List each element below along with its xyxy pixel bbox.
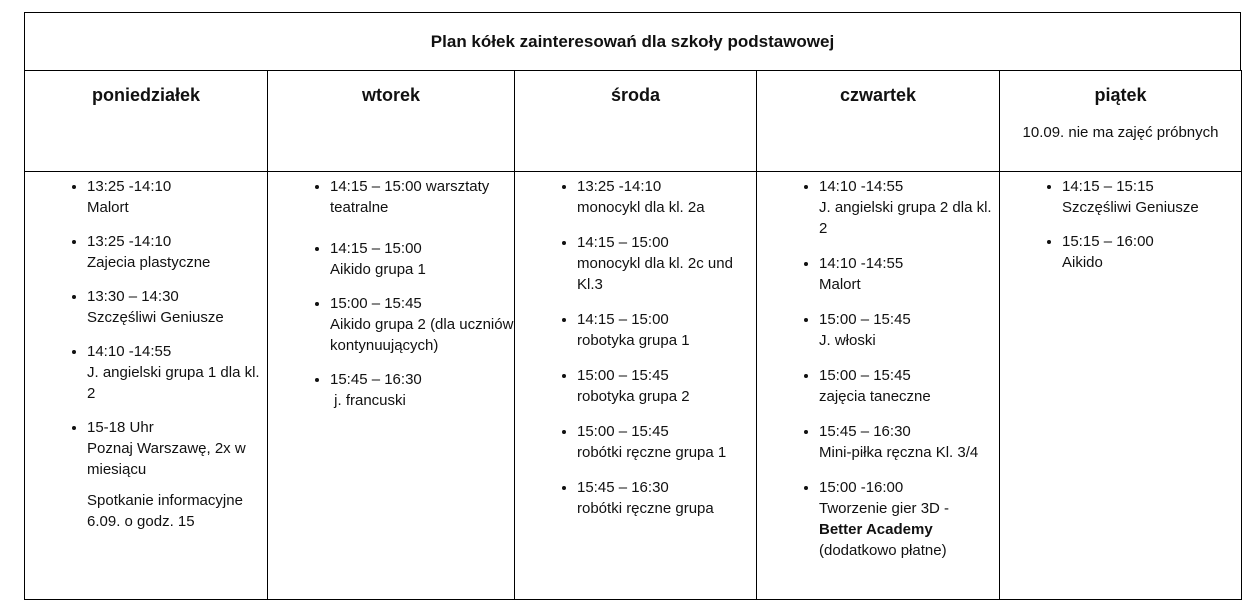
list-item: [1062, 176, 1241, 218]
activity-desc: Szczęśliwi Geniusze: [87, 309, 224, 326]
provider-name: Better Academy: [819, 521, 933, 538]
activity-time: • 14:10 -14:55: [819, 255, 904, 272]
activity-time: • 13:25 -14:10: [87, 233, 172, 250]
activity-time: • 14:15 – 15:15: [1062, 178, 1154, 195]
day-header-row: [25, 71, 1242, 172]
day-note: 10.09. nie ma zajęć próbnych: [1022, 124, 1219, 141]
activity-desc: Aikido: [1062, 254, 1103, 271]
list-item: [87, 176, 267, 218]
activity-desc: Aikido grupa 2 (dla uczniów kontynuujących): [330, 316, 514, 354]
activity-time: • 15:00 – 15:45: [819, 311, 911, 328]
activity-desc: Malort: [87, 199, 129, 216]
day-header-friday: [1000, 71, 1242, 172]
list-item: [577, 365, 756, 407]
list-item: [330, 176, 514, 218]
activities-monday: [25, 172, 268, 600]
list-item: [87, 341, 267, 404]
activity-time: • 15:00 – 15:45: [819, 367, 911, 384]
activity-time: • 13:25 -14:10: [87, 178, 172, 195]
list-item: [87, 417, 267, 480]
activity-desc: monocykl dla kl. 2c und Kl.3: [577, 255, 733, 293]
list-item: [330, 293, 514, 356]
activity-list: [757, 176, 999, 561]
day-name: piątek: [1094, 85, 1147, 105]
activity-time: • 15:00 – 15:45: [577, 423, 669, 440]
list-item: [819, 365, 999, 407]
activity-desc: monocykl dla kl. 2a: [577, 199, 705, 216]
activity-time: • 13:30 – 14:30: [87, 288, 179, 305]
list-item: [577, 176, 756, 218]
schedule-title: Plan kółek zainteresowań dla szkoły podstawowej: [24, 12, 1241, 71]
list-item: [819, 309, 999, 351]
activity-desc: zajęcia taneczne: [819, 388, 931, 405]
activity-desc: Tworzenie gier 3D -: [819, 500, 950, 517]
info-note: Spotkanie informacyjne 6.09. o godz. 15: [87, 492, 243, 530]
list-item: [87, 286, 267, 328]
activity-desc: Aikido grupa 1: [330, 261, 426, 278]
list-item: [819, 421, 999, 463]
list-item: [577, 309, 756, 351]
activity-time: • 15:00 – 15:45: [330, 295, 422, 312]
activity-time: • 15:15 – 16:00: [1062, 233, 1154, 250]
activity-time: • 15:45 – 16:30: [577, 479, 669, 496]
activities-friday: [1000, 172, 1242, 600]
activity-desc: Szczęśliwi Geniusze: [1062, 199, 1199, 216]
activities-wednesday: [515, 172, 757, 600]
day-header-wednesday: [515, 71, 757, 172]
activity-desc: Malort: [819, 276, 861, 293]
activities-thursday: [757, 172, 1000, 600]
activity-desc: robotyka grupa 2: [577, 388, 690, 405]
activity-list: [1000, 176, 1241, 273]
day-header-monday: [25, 71, 268, 172]
activity-time: • 14:10 -14:55: [87, 343, 172, 360]
activities-tuesday: [268, 172, 515, 600]
activity-time: • 14:15 – 15:00 warsztaty teatralne: [330, 178, 490, 216]
activity-desc: Mini-piłka ręczna Kl. 3/4: [819, 444, 979, 461]
day-name: wtorek: [361, 85, 421, 105]
list-item: [577, 477, 756, 519]
list-item: [819, 253, 999, 295]
list-item: [330, 238, 514, 280]
day-name: środa: [610, 85, 661, 105]
day-name: poniedziałek: [91, 85, 201, 105]
schedule-table: [24, 70, 1242, 600]
activity-desc: robotyka grupa 1: [577, 332, 690, 349]
activity-desc: robótki ręczne grupa 1: [577, 444, 727, 461]
activity-time: • 14:15 – 15:00: [577, 311, 669, 328]
activity-desc: Poznaj Warszawę, 2x w miesiącu: [87, 440, 246, 478]
activity-time: • 14:10 -14:55: [819, 178, 904, 195]
day-name: czwartek: [839, 85, 917, 105]
activity-time: • 15:45 – 16:30: [819, 423, 911, 440]
activity-desc: J. włoski: [819, 332, 876, 349]
activity-desc: J. angielski grupa 1 dla kl. 2: [87, 364, 260, 402]
list-item: [330, 369, 514, 411]
activity-time: • 15:00 -16:00: [819, 479, 904, 496]
list-item: [87, 231, 267, 273]
activity-list: [515, 176, 756, 519]
activity-time: • 14:15 – 15:00: [330, 240, 422, 257]
activity-time: • 15:00 – 15:45: [577, 367, 669, 384]
list-item: [577, 232, 756, 295]
activity-desc: J. angielski grupa 2 dla kl. 2: [819, 199, 992, 237]
activity-time: • 13:25 -14:10: [577, 178, 662, 195]
activity-desc: j. francuski: [330, 392, 406, 409]
list-item: [577, 421, 756, 463]
activity-extra: (dodatkowo płatne): [819, 542, 947, 559]
activities-row: [25, 172, 1242, 600]
activity-list: [25, 176, 267, 480]
day-header-thursday: [757, 71, 1000, 172]
activity-desc: Zajecia plastyczne: [87, 254, 211, 271]
list-item: [819, 477, 999, 561]
activity-time: • 15:45 – 16:30: [330, 371, 422, 388]
activity-list: [268, 176, 514, 411]
activity-time: • 15-18 Uhr: [87, 419, 154, 436]
list-item: [819, 176, 999, 239]
list-item: [1062, 231, 1241, 273]
activity-time: • 14:15 – 15:00: [577, 234, 669, 251]
day-header-tuesday: [268, 71, 515, 172]
activity-desc: robótki ręczne grupa: [577, 500, 714, 517]
